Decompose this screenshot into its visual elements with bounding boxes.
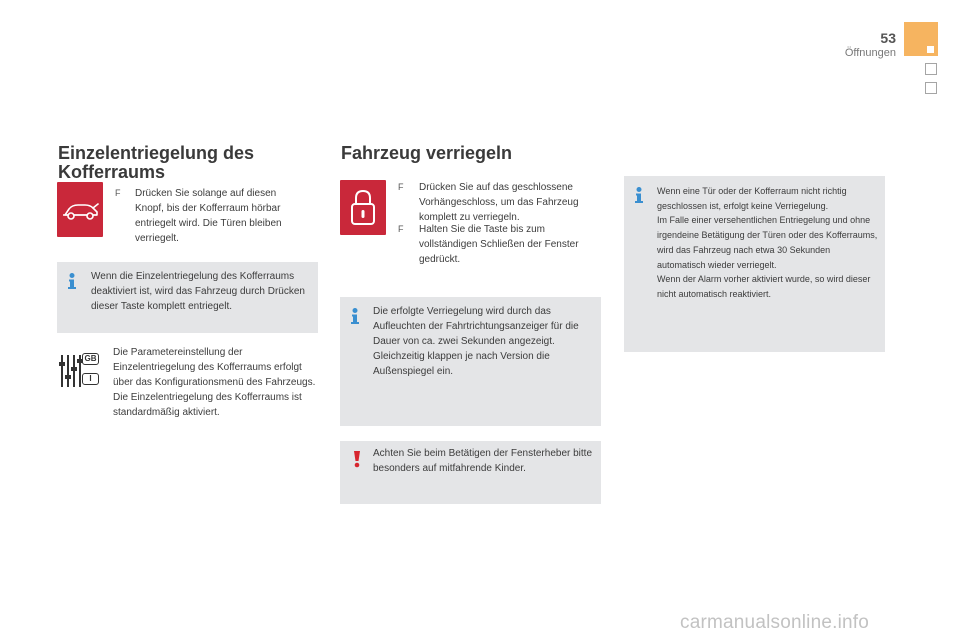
car-trunk-icon (57, 182, 103, 237)
warning-icon (348, 450, 366, 468)
warning-note-text: Achten Sie beim Betätigen der Fensterheber bitte besonders auf mitfahrende Kinder. (373, 448, 593, 474)
bullet-marker: F (398, 182, 404, 192)
chapter-title: Öffnungen (844, 47, 896, 59)
trunk-unlock-instruction: Drücken Sie solange auf diesen Knopf, bis der Kofferraum hörbar entriegelt wird. Die Türen bleiben verriegelt. (135, 188, 282, 244)
language-badge-i: I (82, 373, 99, 385)
chapter-tab-box[interactable] (925, 63, 937, 75)
info-note-text: Wenn eine Tür oder der Kofferraum nicht richtig geschlossen ist, erfolgt keine Verriegelung. Im Falle einer versehentlichen Entriegelung und ohne irgendeine Betätigung der Türen oder des Kofferraums, wird das Fahrzeug nach etwa 30 Sekunden automatisch wieder verriegelt. Wenn der Alarm vorher aktiviert wurde, so wird dieser nicht automatisch reaktiviert. (657, 186, 878, 299)
info-note-text: Wenn die Einzelentriegelung des Kofferraums deaktiviert ist, wird das Fahrzeug durch Drücken dieser Taste komplett entriegelt. (91, 271, 305, 312)
language-badge-gb: GB (82, 353, 99, 365)
section-title-trunk-unlock: Einzelentriegelung des Kofferraums (58, 143, 255, 182)
info-icon (65, 272, 79, 290)
lock-instruction-1: Drücken Sie auf das geschlossene Vorhängeschloss, um das Fahrzeug komplett zu verriegeln. (419, 182, 579, 223)
watermark: carmanualsonline.info (680, 612, 870, 633)
info-note-trunk (57, 262, 318, 333)
bullet-marker: F (115, 188, 121, 198)
lock-instruction-2: Halten Sie die Taste bis zum vollständigen Schließen der Fenster gedrückt. (419, 224, 579, 265)
warning-note-windows (340, 441, 601, 504)
padlock-icon (340, 180, 386, 235)
chapter-tab-marker (927, 46, 934, 53)
info-icon (348, 307, 362, 325)
chapter-tab-box[interactable] (925, 82, 937, 94)
page-number: 53 (880, 30, 896, 46)
section-title-lock-vehicle: Fahrzeug verriegeln (341, 143, 513, 163)
info-icon (632, 186, 646, 204)
settings-description: Die Parametereinstellung der Einzelentriegelung des Kofferraums erfolgt über das Konfigurationsmenü des Fahrzeugs. Die Einzelentriegelung des Kofferraums ist standardmäßig aktiviert. (113, 347, 316, 418)
info-note-lock-confirmation (340, 297, 601, 426)
info-note-text: Die erfolgte Verriegelung wird durch das Aufleuchten der Fahrtrichtungsanzeiger für die Dauer von ca. zwei Sekunden angezeigt. Gleichzeitig klappen je nach Version die Außenspiegel ein. (373, 306, 579, 377)
info-note-auto-relock (624, 176, 885, 352)
bullet-marker: F (398, 224, 404, 234)
